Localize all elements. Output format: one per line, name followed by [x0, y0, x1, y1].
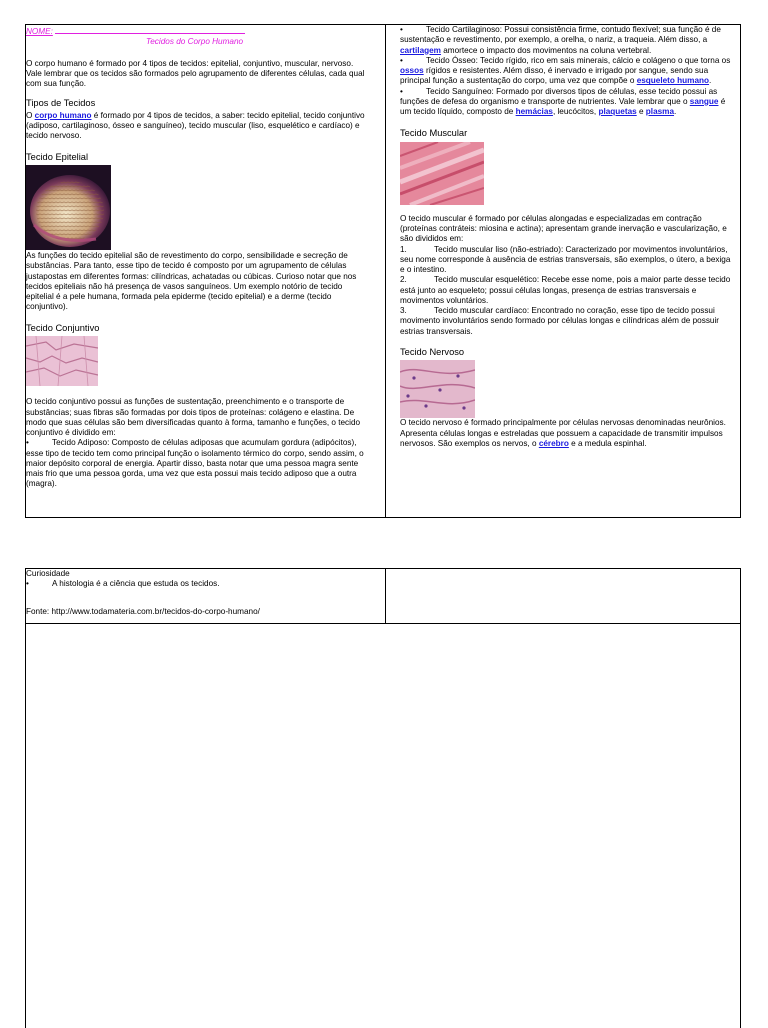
sanguineo-item: • Tecido Sanguíneo: Formado por diversos tipos de células, esse tecido possui as funções de defesa do organismo e transporte de nutrientes. Vale lembrar que o sangue é um tecido líquido, composto de hemácias, leucócitos, plaquetas e plasma.: [400, 86, 726, 116]
conjuntivo-paragraph: O tecido conjuntivo possui as funções de sustentação, preenchimento e o transporte de substâncias; suas fibras são formadas por dois tipos de proteínas: colágeno e elastina. De modo que suas células são bem diversificadas quanto à forma, tamanho e funções, o tecido conjuntivo é dividido em:: [26, 397, 361, 438]
epitelial-heading: Tecido Epitelial: [26, 151, 89, 162]
source-line: Fonte: http://www.todamateria.com.br/tecidos-do-corpo-humano/: [26, 606, 260, 616]
adiposo-item: • Tecido Adiposo: Composto de células adiposas que acumulam gordura (adipócitos), esse tipo de tecido tem como principal função o isolamento térmico do corpo, sendo assim, o maior depósito corporal de energia. Apartir disso, basta notar que uma pessoa magra sente mais frio que uma pessoa gorda, uma vez que esta possui mais tecido adiposo que a outra (magra).: [26, 438, 364, 489]
corpo-humano-link[interactable]: corpo humano: [34, 110, 92, 120]
tipos-heading: Tipos de Tecidos: [26, 98, 96, 109]
nervoso-paragraph: O tecido nervoso é formado principalmente por células nervosas denominadas neurônios. Apresenta células longas e estreladas que possuem a capacidade de transmitir impulsos nervosos. São exemplos os nervos, o cérebro e a medula espinhal.: [400, 418, 726, 448]
curiosity-table: [25, 568, 741, 1028]
hemacias-link[interactable]: hemácias: [515, 107, 553, 116]
curiosidade-item: • A histologia é a ciência que estuda os tecidos.: [26, 579, 220, 589]
muscular-item-1: 1. Tecido muscular liso (não-estriado): Caracterizado por movimentos involuntários, seu nome corresponde à ausência de estrias transversais, são exemplos, o útero, a bexiga e o intestino.: [400, 244, 731, 275]
conjuntivo-heading: Tecido Conjuntivo: [26, 322, 100, 333]
esqueleto-humano-link[interactable]: esqueleto humano: [636, 76, 710, 86]
muscle-tissue-micrograph: [400, 142, 484, 205]
muscular-item-3: 3. Tecido muscular cardíaco: Encontrado no coração, esse tipo de tecido possui movimento involuntários sendo formado por células longas e cilíndricas além de possuir estrias transversais.: [400, 306, 720, 336]
epitelial-paragraph: As funções do tecido epitelial são de revestimento do corpo, sensibilidade e secreção de substâncias. Para tanto, esse tipo de tecido é composto por um agrupamento de células justapostas em diferentes formas: cilíndricas, achatadas ou cúbicas. Curioso notar que nos tecidos epiteliais não há presença de vasos sanguíneos. Um exemplo notório de tecido epitelial é a pele humana, formada pela epiderme (tecido epitelial) e a derme (tecido conjuntivo).: [26, 251, 357, 312]
cartilaginoso-item: • Tecido Cartilaginoso: Possui consistência firme, contudo flexível; sua função é de sustentação e revestimento, por exemplo, a orelha, o nariz, a traqueia. Além disso, a cartilagem amortece o impacto dos movimentos na coluna vertebral.: [400, 25, 721, 55]
muscular-item-2: 2. Tecido muscular esquelético: Recebe esse nome, pois a maior parte desse tecido está junto ao esqueleto; possui células longas, presença de estrias transversais e movimentos voluntários.: [400, 275, 731, 305]
sangue-link[interactable]: sangue: [689, 96, 719, 106]
name-field[interactable]: [26, 25, 366, 37]
name-label: NOME:: [26, 27, 53, 36]
cartilagem-link[interactable]: cartilagem: [400, 45, 441, 55]
muscular-paragraph: O tecido muscular é formado por células alongadas e especializadas em contração (proteínas contráteis: miosina e actina); apresentam grande inervação e vascularização, e são divididos em:: [400, 213, 727, 244]
left-column: [26, 25, 366, 490]
curiosidade-heading: Curiosidade: [26, 569, 70, 578]
nervoso-heading: Tecido Nervoso: [400, 346, 465, 357]
muscular-list: [400, 245, 736, 337]
tipos-paragraph: O corpo humano é formado por 4 tipos de tecidos, a saber: tecido epitelial, tecido conjuntivo (adiposo, cartilaginoso, ósseo e sanguíneo), tecido muscular (liso, esquelético e cardíaco) e tecido nervoso.: [26, 110, 365, 141]
ossos-link[interactable]: ossos: [400, 66, 424, 75]
document-title: Tecidos do Corpo Humano: [146, 37, 244, 47]
curiosity-cell: [26, 569, 366, 617]
plaquetas-link[interactable]: plaquetas: [598, 107, 637, 116]
plasma-link[interactable]: plasma: [645, 107, 675, 116]
epithelial-tissue-micrograph: [26, 165, 111, 250]
name-blank-line[interactable]: [55, 25, 245, 34]
nervous-tissue-micrograph: [400, 360, 475, 418]
intro-paragraph: O corpo humano é formado por 4 tipos de tecidos: epitelial, conjuntivo, muscular, nervoso. Vale lembrar que os tecidos são formados pelo agrupamento de diferentes células, cada qual com sua função.: [26, 58, 365, 88]
cerebro-link[interactable]: cérebro: [538, 438, 569, 448]
right-column: [400, 25, 736, 449]
connective-tissue-micrograph: [26, 336, 98, 386]
muscular-heading: Tecido Muscular: [400, 128, 468, 139]
osseo-item: • Tecido Ósseo: Tecido rígido, rico em sais minerais, cálcio e colágeno o que torna os ossos rígidos e resistentes. Além disso, é inervado e irrigado por sangue, sendo sua principal função a sustentação do corpo, uma vez que compõe o esqueleto humano.: [400, 55, 731, 86]
